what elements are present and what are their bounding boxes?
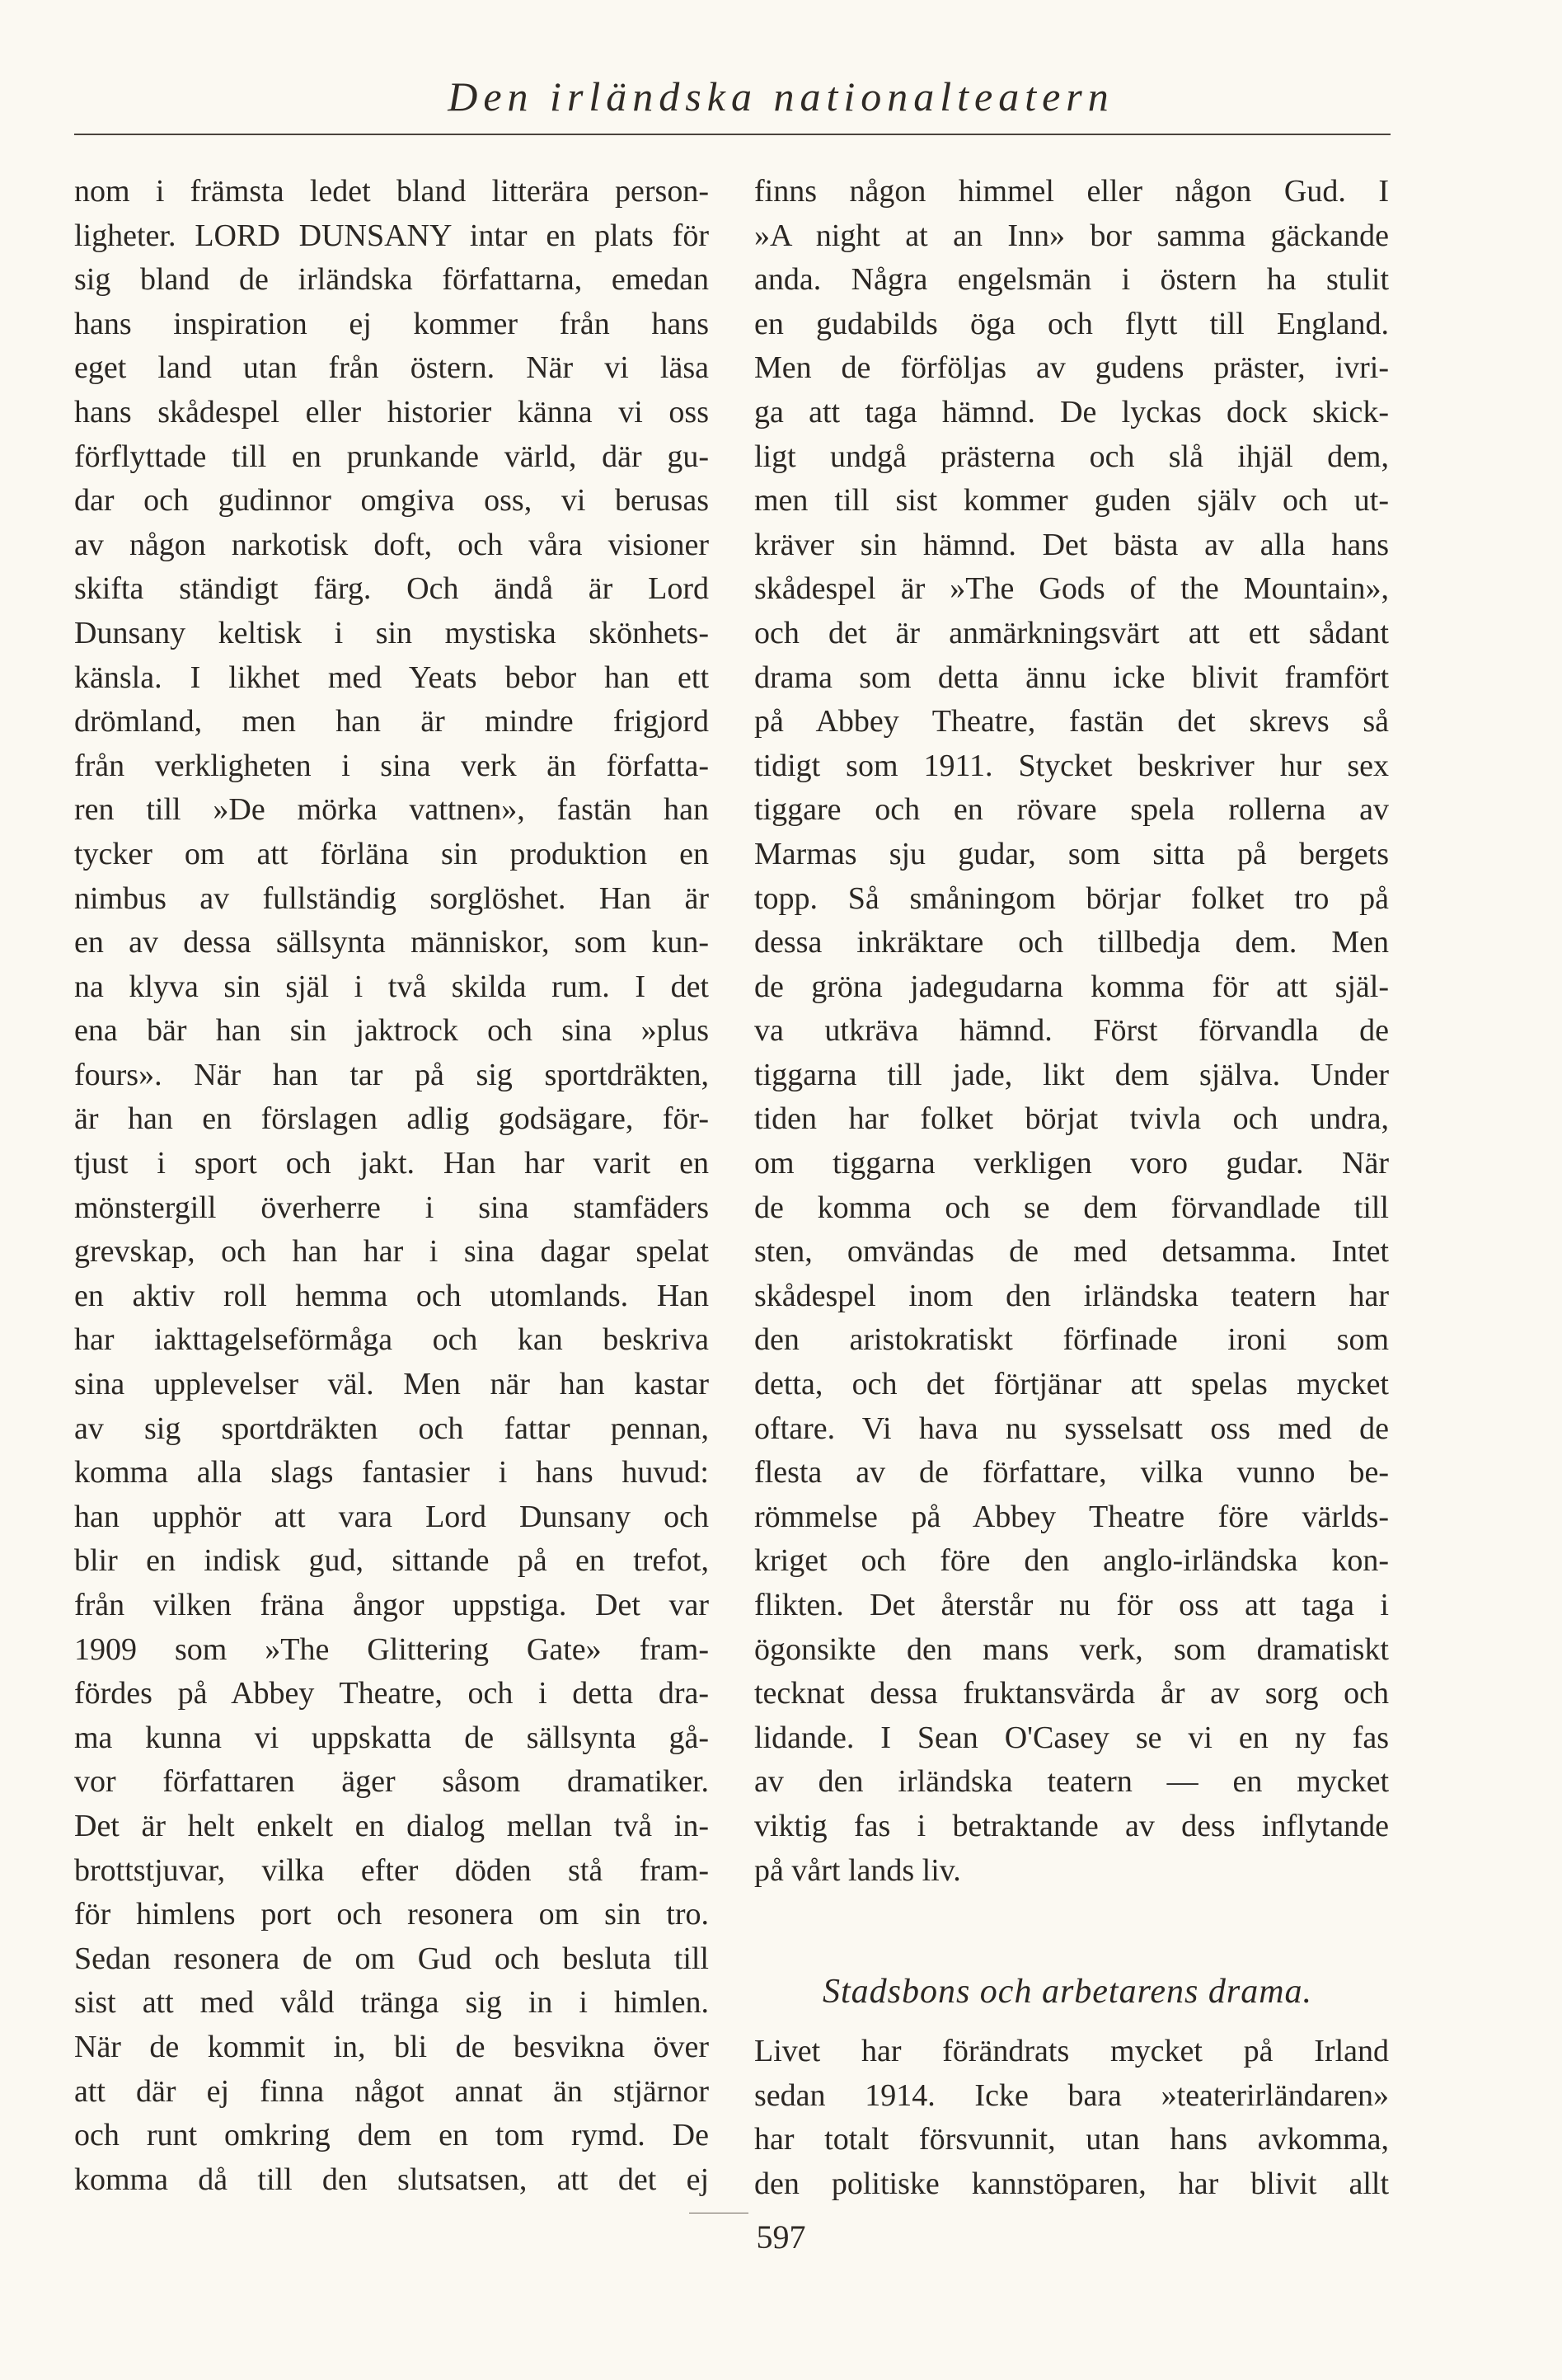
running-title: Den irländska nationalteatern [448, 73, 1114, 120]
text-line: på Abbey Theatre, fastän det skrevs så [754, 704, 1389, 739]
text-line: dar och gudinnor omgiva oss, vi berusas [74, 483, 709, 519]
text-line: mönstergill överherre i sina stamfäders [74, 1190, 709, 1225]
text-line: känsla. I likhet med Yeats bebor han ett [74, 660, 709, 695]
text-line: ligheter. LORD DUNSANY intar en plats för [74, 218, 709, 253]
text-line: tecknat dessa fruktansvärda år av sorg och [754, 1676, 1389, 1711]
text-line: hans skådespel eller historier känna vi oss [74, 394, 709, 430]
text-line: komma då till den slutsatsen, att det ej [74, 2162, 709, 2197]
text-line: na klyva sin själ i två skilda rum. I det [74, 969, 709, 1004]
text-line: eget land utan från östern. När vi läsa [74, 350, 709, 386]
text-line: en gudabilds öga och flytt till England. [754, 306, 1389, 341]
text-line: Dunsany keltisk i sin mystiska skönhets- [74, 615, 709, 650]
text-line: sedan 1914. Icke bara »teaterirländaren» [754, 2077, 1389, 2113]
text-line: Sedan resonera de om Gud och besluta till [74, 1941, 709, 1976]
text-line: va utkräva hämnd. Först förvandla de [754, 1013, 1389, 1049]
text-line: tiden har folket börjat tvivla och undra, [754, 1101, 1389, 1137]
text-line: den politiske kannstöparen, har blivit allt [754, 2166, 1389, 2201]
text-line: drama som detta ännu icke blivit framfört [754, 660, 1389, 695]
text-line: 1909 som »The Glittering Gate» fram- [74, 1631, 709, 1667]
text-line: av den irländska teatern — en mycket [754, 1764, 1389, 1800]
text-line: Men de förföljas av gudens präster, ivri- [754, 350, 1389, 386]
section-heading: Stadsbons och arbetarens drama. [822, 1973, 1313, 2011]
header-rule [74, 134, 1391, 135]
text-line: tiggare och en rövare spela rollerna av [754, 792, 1389, 828]
text-line: men till sist kommer guden själv och ut- [754, 483, 1389, 519]
text-line: har iakttagelseförmåga och kan beskriva [74, 1322, 709, 1358]
text-line: flikten. Det återstår nu för oss att taga i [754, 1588, 1389, 1622]
text-line: flesta av de författare, vilka vunno be- [754, 1455, 1389, 1490]
text-line: nimbus av fullständig sorglöshet. Han är [74, 880, 709, 916]
section-body [754, 2030, 1389, 2206]
text-line: grevskap, och han har i sina dagar spelat [74, 1234, 709, 1270]
text-line: hans inspiration ej kommer från hans [74, 306, 709, 341]
text-line: han upphör att vara Lord Dunsany och [74, 1499, 709, 1534]
text-line: Livet har förändrats mycket på Irland [754, 2034, 1389, 2069]
text-line: ligt undgå prästerna och slå ihjäl dem, [754, 439, 1389, 474]
text-line: tycker om att förläna sin produktion en [74, 836, 709, 871]
text-line: viktig fas i betraktande av dess inflytande [754, 1808, 1389, 1843]
text-line: tjust i sport och jakt. Han har varit en [74, 1146, 709, 1181]
text-line: sig bland de irländska författarna, emedan [74, 262, 709, 298]
text-line: drömland, men han är mindre frigjord [74, 704, 709, 739]
text-line: topp. Så småningom börjar folket tro på [754, 880, 1389, 916]
text-line: römmelse på Abbey Theatre före världs- [754, 1499, 1389, 1534]
text-line: nom i främsta ledet bland litterära person- [74, 174, 709, 209]
text-line: Marmas sju gudar, som sitta på bergets [754, 836, 1389, 871]
text-line: har totalt försvunnit, utan hans avkomma, [754, 2122, 1389, 2157]
text-line: förflyttade till en prunkande värld, där gu- [74, 439, 709, 474]
text-line: dessa inkräktare och tillbedja dem. Men [754, 925, 1389, 960]
text-line: Det är helt enkelt en dialog mellan två in- [74, 1808, 709, 1843]
text-line: ma kunna vi uppskatta de sällsynta gå- [74, 1720, 709, 1755]
text-line: sina upplevelser väl. Men när han kastar [74, 1367, 709, 1402]
text-line: blir en indisk gud, sittande på en trefot, [74, 1543, 709, 1579]
text-line: för himlens port och resonera om sin tro. [74, 1897, 709, 1932]
text-line: ga att taga hämnd. De lyckas dock skick- [754, 394, 1389, 430]
text-line: de gröna jadegudarna komma för att själ- [754, 969, 1389, 1004]
section-gap [754, 1893, 1389, 1959]
right-column-body [754, 170, 1389, 1893]
text-line: sten, omvändas de med detsamma. Intet [754, 1234, 1389, 1270]
page-number: 597 [756, 2218, 806, 2256]
text-line: vor författaren äger såsom dramatiker. [74, 1764, 709, 1800]
text-line: kräver sin hämnd. Det bästa av alla hans [754, 527, 1389, 562]
text-line: ren till »De mörka vattnen», fastän han [74, 792, 709, 828]
text-line: att där ej finna något annat än stjärnor [74, 2073, 709, 2109]
text-line: finns någon himmel eller någon Gud. I [754, 174, 1389, 209]
text-line: från vilken fräna ångor uppstiga. Det var [74, 1588, 709, 1622]
text-line: av sig sportdräkten och fattar pennan, [74, 1411, 709, 1446]
text-line: den aristokratiskt förfinade ironi som [754, 1322, 1389, 1358]
text-line: kriget och före den anglo-irländska kon- [754, 1543, 1389, 1579]
text-line: på vårt lands liv. [754, 1852, 961, 1888]
text-line: tiggarna till jade, likt dem själva. Under [754, 1057, 1389, 1092]
text-line: tidigt som 1911. Stycket beskriver hur sex [754, 748, 1389, 783]
text-line: fördes på Abbey Theatre, och i detta dra- [74, 1676, 709, 1711]
text-line: skådespel inom den irländska teatern har [754, 1278, 1389, 1313]
text-line: och runt omkring dem en tom rymd. De [74, 2118, 709, 2153]
text-line: brottstjuvar, vilka efter döden stå fram- [74, 1852, 709, 1888]
text-line: ögonsikte den mans verk, som dramatiskt [754, 1631, 1389, 1667]
text-line: detta, och det förtjänar att spelas mycket [754, 1367, 1389, 1402]
text-line: sist att med våld tränga sig in i himlen. [74, 1985, 709, 2021]
text-line: en aktiv roll hemma och utomlands. Han [74, 1278, 709, 1313]
text-line: lidande. I Sean O'Casey se vi en ny fas [754, 1720, 1389, 1755]
left-text-column [74, 170, 709, 2202]
text-line: komma alla slags fantasier i hans huvud: [74, 1455, 709, 1490]
text-line: av någon narkotisk doft, och våra visioner [74, 527, 709, 562]
text-line: fours». När han tar på sig sportdräkten, [74, 1057, 709, 1092]
text-line: skådespel är »The Gods of the Mountain», [754, 571, 1389, 607]
text-line: anda. Några engelsmän i östern ha stulit [754, 262, 1389, 298]
text-line: »A night at an Inn» bor samma gäckande [754, 218, 1389, 253]
text-line: om tiggarna verkligen voro gudar. När [754, 1146, 1389, 1181]
text-line: de komma och se dem förvandlade till [754, 1190, 1389, 1225]
text-line: oftare. Vi hava nu sysselsatt oss med de [754, 1411, 1389, 1446]
text-line: skifta ständigt färg. Och ändå är Lord [74, 571, 709, 607]
text-line: ena bär han sin jaktrock och sina »plus [74, 1013, 709, 1049]
right-text-column [754, 170, 1389, 2207]
text-line: från verkligheten i sina verk än författa- [74, 748, 709, 783]
text-line: är han en förslagen adlig godsägare, för- [74, 1101, 709, 1137]
text-line: När de kommit in, bli de besvikna över [74, 2029, 709, 2064]
text-line: och det är anmärkningsvärt att ett sådant [754, 615, 1389, 650]
text-line: en av dessa sällsynta människor, som kun- [74, 925, 709, 960]
